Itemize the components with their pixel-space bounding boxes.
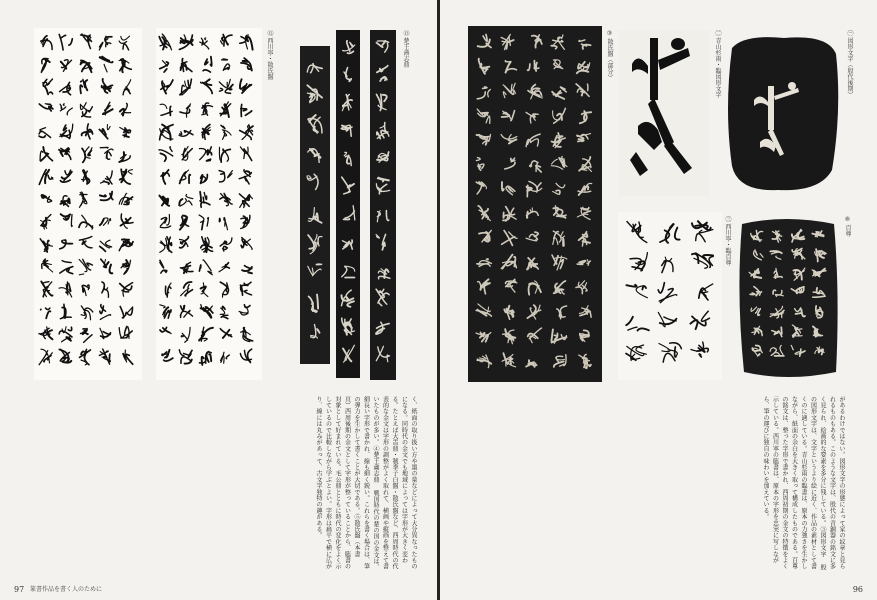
rubbing-bai [736,214,840,382]
calligraphy-nishikawa-bai [618,212,722,380]
left-body-text: く、紙面の取り扱い方や墨の量などによって大分異なったものになる。同時代の金文でも地域によっては字形が大きく変わる。たとえば大盂鼎・虢季子白盤・散氏盤など、西周時代の代表的な金文は字形の調整がよく取れて、横画や縦画を整えて書いたものが多い。④楚王盦志鼎 戦国時代の楚の国の金文は、細長い字形で書かれ、線も細く鋭い。これらを書く場合は、筆の弾力を生かして書くことが大切である。⑤散氏盤（本書 頁）西周後期の金文として字形が整っていることから、臨書の対象として好まれている。毛公鼎とともに時代の変化をよく示しているので比較しながら学ぶとよい。字形は扁平で横に広がり、線には丸みがあって、古文字独特の趣がある。 [315,396,417,571]
folio-right: 96 [852,585,863,594]
running-head: 篆書作品を書く人のために [30,586,103,593]
caption-chu: ⑬ 楚王酓志鼎 [402,30,409,68]
caption-tuxing: ㊀ 図形文字（殷代後期） [846,30,853,98]
pictograph-rubbing [724,30,842,196]
rubbing-tuxing [724,30,842,196]
folio-left: 97 [14,585,25,594]
rubbing-glyphs [370,30,396,380]
rubbing-glyphs [468,26,602,382]
rubbing-strip-left [300,46,330,364]
right-page [440,0,877,600]
calligraphy-qingshan [618,30,710,196]
rubbing-glyphs [300,46,330,364]
rubbing-glyphs [336,30,360,378]
caption-sanshi: ③ 散氏盤（部分） [606,30,613,81]
calligraphy-illustration [618,212,722,380]
left-page [0,0,437,600]
calligraphy-work-nishikawa [34,28,262,380]
pictograph-illustration [618,30,710,196]
right-body-text: があるわけではない。図形文字の形態によって家の紋章と見られるものもある。このような文字は、殷代の青銅器の銘文に多く見られ、絵画的な要素を多分に残している。③図形文字 殷の図形文字は、文字というより絵に近く、作品の素材として書くのに適している。青山杉雨の臨書は、原本の力強さを生かしながら、紙面の余白を大きく取って構成したものである。百尊の銘文は、整った字形で書かれ、西周初期の金文の特徴をよく示している。西川寧の臨書は、原本の字形を忠実に写しながら、筆の運びに独自の味わいを加えている。 [762,396,845,571]
caption-nishikawa-bai: ㊂ 西川寧・臨百尊 [724,216,731,266]
caption-nishikawa: ⑫ 西川寧・散氏盤 [266,30,273,80]
rubbing-strip-middle [336,30,360,378]
caption-bai: ⑧ 百尊 [844,216,851,237]
bronze-rubbing [736,214,840,382]
calligraphy-illustration [34,28,262,380]
rubbing-strip-right [370,30,396,380]
caption-qingshan: ㊁ 青山杉雨・臨図形文字 [714,30,721,98]
rubbing-sanshi [468,26,602,382]
